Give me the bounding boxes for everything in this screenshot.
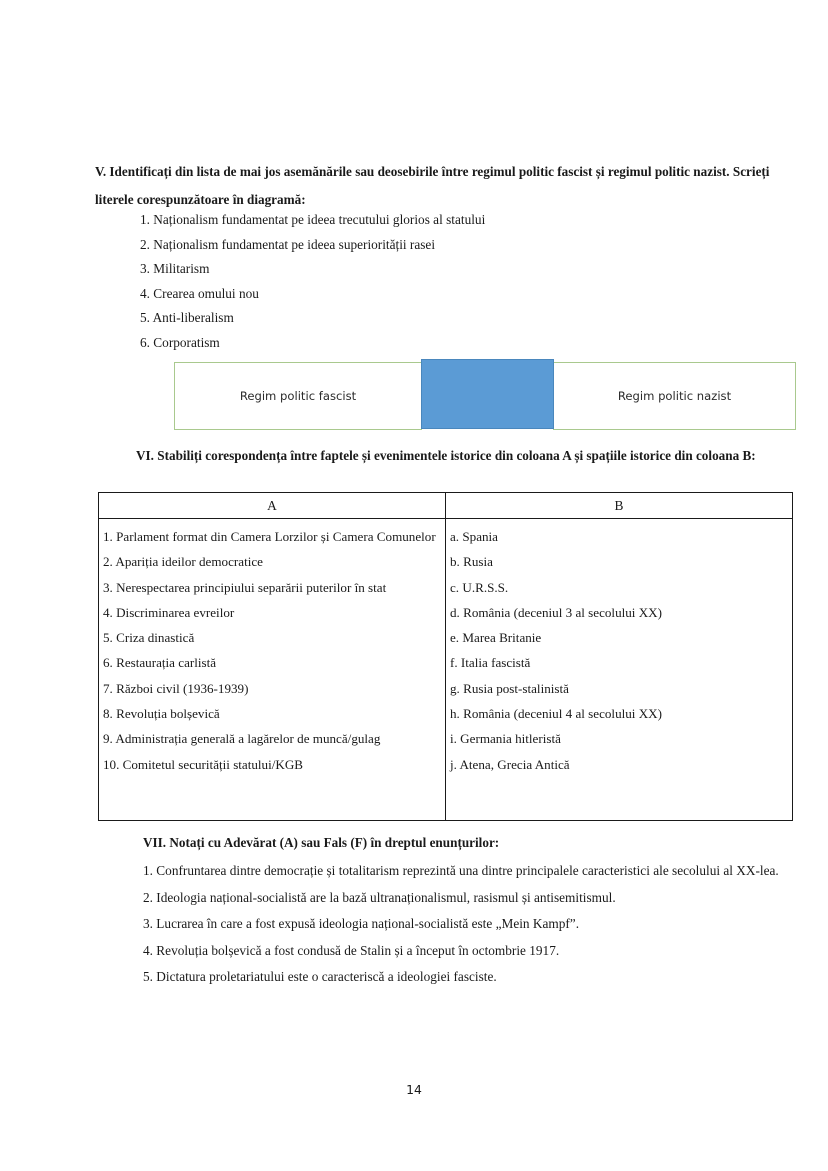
diagram-label-nazist: Regim politic nazist [617,389,732,403]
list-item: 7. Război civil (1936-1939) [103,680,249,696]
section-v-heading: V. Identificați din lista de mai jos asemănările sau deosebirile între regimul politic fascist și regimul politic nazist. Scrieți literele corespunzătoare în diagramă: [95,164,770,207]
list-item: c. U.R.S.S. [450,579,509,595]
list-item: 8. Revoluția bolșevică [103,706,220,722]
list-item: b. Rusia [450,554,493,570]
list-item: 3. Nerespectarea principiului separării puterilor în stat [103,579,387,595]
list-item: 6. Restaurația carlistă [103,655,217,671]
table-cell-column-a [99,519,446,821]
diagram-box-nazist [553,362,796,430]
list-item: 10. Comitetul securității statului/KGB [103,756,304,772]
list-item: i. Germania hitleristă [450,731,561,747]
page-number: 14 [406,1082,422,1097]
list-item: 6. Corporatism [140,334,220,350]
section-vii-list [95,858,795,991]
section-vii-heading: VII. Notați cu Adevărat (A) sau Fals (F) în dreptul enunțurilor: [143,835,500,850]
list-item: 2. Ideologia național-socialistă are la bază ultranaționalismul, rasismul și antisemitismul. [143,889,616,905]
table-row [99,519,793,821]
table-header-a: A [99,493,446,519]
list-item: g. Rusia post-stalinistă [450,680,569,696]
list-item: 9. Administrația generală a lagărelor de muncă/gulag [103,731,381,747]
comparison-diagram [174,362,796,430]
list-item: 1. Confruntarea dintre democrație și totalitarism reprezintă una dintre principalele caracteristici ale secolului al XX-lea. [143,863,779,878]
list-item: 1. Naționalism fundamentat pe ideea trecutului glorios al statului [140,212,486,227]
section-v-list [95,208,795,356]
list-item: e. Marea Britanie [450,630,542,646]
list-item: f. Italia fascistă [450,655,531,671]
list-item: 5. Dictatura proletariatului este o caracteriscă a ideologiei fasciste. [143,969,497,984]
diagram-box-fascist [174,362,422,430]
matching-table [98,492,793,821]
list-item: 5. Anti-liberalism [140,310,234,326]
section-vi-heading: VI. Stabiliți corespondența între faptele și evenimentele istorice din coloana A și spațiile istorice din coloana B: [136,448,756,463]
list-item: h. România (deceniul 4 al secolului XX) [450,706,662,722]
diagram-box-overlap [421,359,554,429]
list-item: j. Atena, Grecia Antică [450,756,570,772]
list-item: d. România (deceniul 3 al secolului XX) [450,604,662,620]
table-header-row [99,493,793,519]
list-item: 5. Criza dinastică [103,630,195,646]
list-item: 4. Revoluția bolșevică a fost condusă de Stalin și a început în octombrie 1917. [143,942,560,958]
list-item: 2. Naționalism fundamentat pe ideea superiorității rasei [140,236,436,252]
diagram-label-fascist: Regim politic fascist [239,389,357,403]
table-header-b: B [446,493,793,519]
list-item: 2. Apariția ideilor democratice [103,554,263,570]
list-item: 4. Discriminarea evreilor [103,604,235,620]
list-item: 4. Crearea omului nou [140,285,259,301]
list-item: a. Spania [450,529,498,544]
list-item: 3. Militarism [140,261,210,277]
list-item: 3. Lucrarea în care a fost expusă ideologia național-socialistă este „Mein Kampf”. [143,916,580,931]
table-cell-column-b [446,519,793,821]
list-item: 1. Parlament format din Camera Lorzilor și Camera Comunelor [103,529,436,544]
